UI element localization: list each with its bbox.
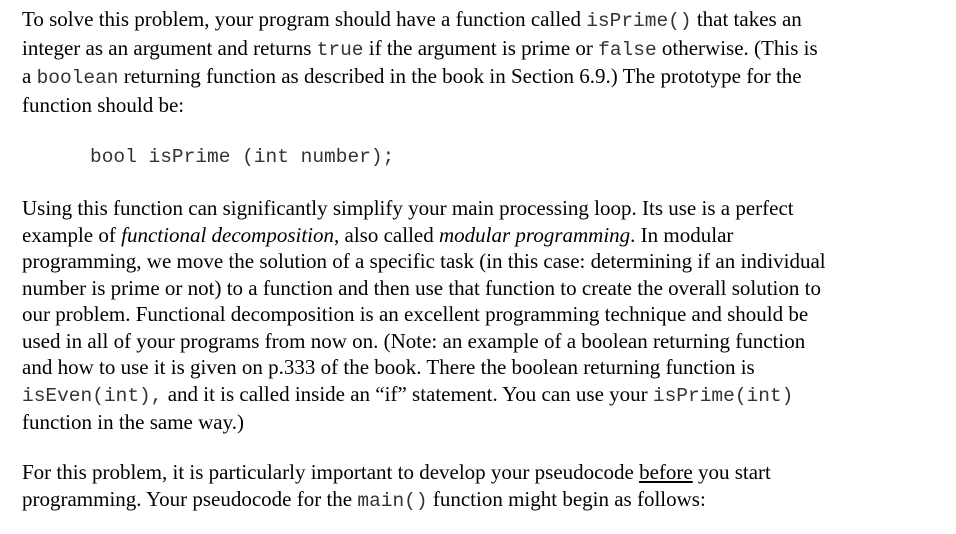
- text-run: if the argument is prime or: [363, 35, 599, 60]
- code-inline: main(): [357, 489, 428, 512]
- text-line: [22, 63, 818, 92]
- prototype-code: bool isPrime (int number);: [90, 146, 395, 168]
- underlined-word: before: [639, 460, 693, 484]
- text-line: [22, 486, 771, 515]
- text-run: returning function as described in the book in Section 6.9.) The prototype for the: [118, 64, 802, 88]
- code-inline: isPrime(int): [652, 384, 794, 407]
- text-run: . In modular: [630, 222, 734, 247]
- text-line: [22, 35, 818, 64]
- paragraph-isprime-intro: [22, 6, 818, 118]
- code-inline: isPrime(): [586, 10, 692, 32]
- text-line: number is prime or not) to a function and then use that function to create the overall solution to: [22, 275, 821, 300]
- italic-term: functional decomposition: [121, 222, 335, 247]
- paragraph-pseudocode: [22, 459, 771, 514]
- text-run: and it is called inside an “if” statement. You can use your: [162, 381, 653, 406]
- text-line: [22, 381, 826, 410]
- text-run: programming. Your pseudocode for the: [22, 486, 358, 511]
- text-line: function in the same way.): [22, 410, 244, 434]
- text-line: [22, 6, 818, 35]
- text-line: function should be:: [22, 92, 185, 117]
- text-run: , also called: [334, 222, 439, 247]
- code-inline: isEven(int),: [22, 384, 163, 407]
- text-line: Using this function can significantly simplify your main processing loop. Its use is a perfect: [22, 196, 794, 220]
- text-line: and how to use it is given on p.333 of the book. There the boolean returning function is: [22, 355, 755, 379]
- text-run: For this problem, it is particularly important to develop your pseudocode: [22, 460, 640, 484]
- text-run: integer as an argument and returns: [22, 35, 317, 60]
- text-run: otherwise. (This is: [656, 35, 818, 60]
- text-line: our problem. Functional decomposition is an excellent programming technique and should be: [22, 302, 809, 326]
- paragraph-functional-decomposition: [22, 195, 826, 436]
- code-inline: boolean: [36, 67, 119, 89]
- code-inline: true: [316, 38, 364, 61]
- text-run: example of: [22, 222, 122, 247]
- text-run: function might begin as follows:: [427, 486, 706, 511]
- text-line: programming, we move the solution of a specific task (in this case: determining if an individual: [22, 249, 826, 273]
- text-line: used in all of your programs from now on. (Note: an example of a boolean returning function: [22, 328, 806, 353]
- code-inline: false: [598, 38, 657, 61]
- text-run: To solve this problem, your program should have a function called: [22, 7, 587, 31]
- text-run: that takes an: [691, 7, 802, 31]
- text-run: a: [22, 64, 37, 88]
- text-run: you start: [692, 460, 771, 484]
- text-line: [22, 222, 826, 249]
- text-line: [22, 459, 771, 486]
- italic-term: modular programming: [439, 222, 631, 247]
